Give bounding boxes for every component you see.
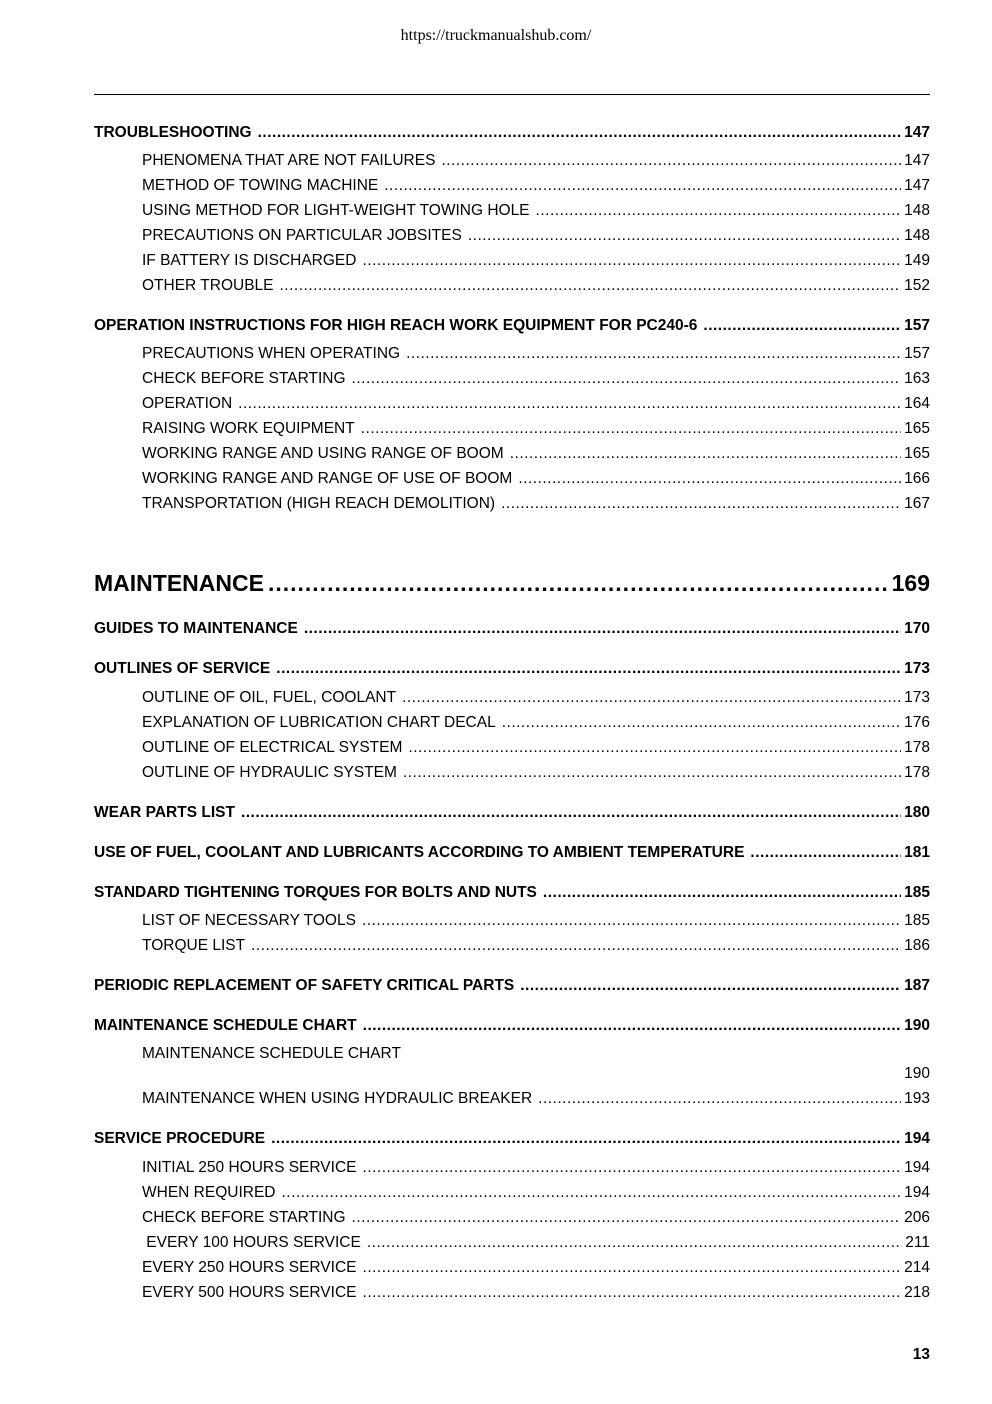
toc-entry-page: 181	[904, 844, 930, 861]
toc-entry-page: 193	[904, 1090, 930, 1107]
leader-dots	[276, 659, 901, 679]
toc-section-outlines[interactable]	[94, 659, 930, 679]
toc-subentry[interactable]	[142, 251, 930, 271]
toc-entry-page: 206	[904, 1209, 930, 1226]
leader-dots	[518, 469, 901, 489]
toc-entry-page: 173	[904, 689, 930, 706]
toc-entry-title: OUTLINE OF HYDRAULIC SYSTEM	[142, 764, 397, 781]
page-number: 13	[912, 1346, 930, 1363]
toc-entry-page: 163	[904, 370, 930, 387]
toc-section-safety-parts[interactable]	[94, 976, 930, 996]
toc-entry-page: 147	[904, 152, 930, 169]
toc-subentry[interactable]	[142, 419, 930, 439]
toc-entry-page: 167	[904, 495, 930, 512]
toc-entry-title: MAINTENANCE	[94, 570, 264, 596]
leader-dots	[268, 568, 889, 598]
toc-entry-title: EVERY 250 HOURS SERVICE	[142, 1259, 357, 1276]
leader-dots	[408, 738, 901, 758]
toc-entry-page: 186	[904, 937, 930, 954]
toc-entry-page: 185	[904, 884, 930, 901]
leader-dots	[543, 883, 901, 903]
toc-entry-title: TRANSPORTATION (HIGH REACH DEMOLITION)	[142, 495, 496, 512]
toc-subentry-page: 190	[904, 1065, 930, 1082]
toc-subentry[interactable]	[142, 176, 930, 196]
toc-entry-title: GUIDES TO MAINTENANCE	[94, 620, 298, 637]
leader-dots	[406, 344, 901, 364]
toc-entry-page: 218	[904, 1284, 930, 1301]
toc-entry-title: USE OF FUEL, COOLANT AND LUBRICANTS ACCORDING TO AMBIENT TEMPERATURE	[94, 844, 745, 861]
toc-subentry[interactable]	[142, 1258, 930, 1278]
leader-dots	[441, 151, 901, 171]
leader-dots	[362, 911, 901, 931]
toc-subentry[interactable]	[142, 444, 930, 464]
toc-entry-title: SERVICE PROCEDURE	[94, 1130, 266, 1147]
leader-dots	[352, 369, 902, 389]
leader-dots	[363, 1283, 902, 1303]
toc-entry-page: 176	[904, 714, 930, 731]
toc-subentry[interactable]	[142, 494, 930, 514]
toc-entry-title: USING METHOD FOR LIGHT-WEIGHT TOWING HOLE	[142, 202, 530, 219]
toc-entry-page: 147	[904, 124, 930, 141]
leader-dots	[502, 713, 901, 733]
toc-section-guides[interactable]	[94, 619, 930, 639]
toc-subentry[interactable]	[142, 151, 930, 171]
toc-entry-title: CHECK BEFORE STARTING	[142, 370, 346, 387]
toc-subentry[interactable]	[142, 713, 930, 733]
toc-entry-title: METHOD OF TOWING MACHINE	[142, 177, 379, 194]
leader-dots	[384, 176, 901, 196]
toc-entry-title: MAINTENANCE SCHEDULE CHART	[94, 1017, 357, 1034]
toc-subentry[interactable]	[142, 688, 930, 708]
toc-subentry[interactable]	[142, 369, 930, 389]
leader-dots	[536, 201, 902, 221]
toc-entry-page: 185	[904, 912, 930, 929]
toc-entry-title: OPERATION	[142, 395, 233, 412]
toc-entry-page: 164	[904, 395, 930, 412]
leader-dots	[361, 419, 901, 439]
leader-dots	[363, 1258, 902, 1278]
toc-section-schedule[interactable]	[94, 1016, 930, 1036]
leader-dots	[238, 394, 901, 414]
toc-entry-page: 148	[904, 202, 930, 219]
toc-subentry[interactable]	[142, 344, 930, 364]
toc-entry-page: 194	[904, 1130, 930, 1147]
toc-section-fuel-coolant[interactable]	[94, 843, 930, 863]
toc-entry-page: 194	[904, 1159, 930, 1176]
toc-entry-title: OUTLINE OF ELECTRICAL SYSTEM	[142, 739, 403, 756]
leader-dots	[362, 251, 901, 271]
toc-subentry[interactable]	[142, 911, 930, 931]
toc-entry-title: LIST OF NECESSARY TOOLS	[142, 912, 356, 929]
toc-subentry[interactable]	[142, 936, 930, 956]
toc-entry-title: RAISING WORK EQUIPMENT	[142, 420, 355, 437]
toc-section-torques[interactable]	[94, 883, 930, 903]
toc-entry-title: OPERATION INSTRUCTIONS FOR HIGH REACH WORK EQUIPMENT FOR PC240-6	[94, 317, 698, 334]
leader-dots	[352, 1208, 902, 1228]
toc-subentry[interactable]	[142, 763, 930, 783]
toc-entry-title: PRECAUTIONS ON PARTICULAR JOBSITES	[142, 227, 462, 244]
leader-dots	[281, 1183, 901, 1203]
toc-section-service[interactable]	[94, 1129, 930, 1149]
toc-chapter-maintenance[interactable]	[94, 568, 930, 598]
toc-entry-page: 178	[904, 739, 930, 756]
toc-subentry[interactable]	[142, 738, 930, 758]
toc-subentry[interactable]	[142, 1208, 930, 1228]
leader-dots	[403, 763, 901, 783]
toc-entry-page: 173	[904, 660, 930, 677]
toc-entry-page: 147	[904, 177, 930, 194]
toc-entry-title: STANDARD TIGHTENING TORQUES FOR BOLTS AND NUTS	[94, 884, 537, 901]
toc-entry-page: 187	[904, 977, 930, 994]
toc-entry-title: OUTLINES OF SERVICE	[94, 660, 271, 677]
toc-entry-page: 152	[904, 277, 930, 294]
toc-entry-title: PERIODIC REPLACEMENT OF SAFETY CRITICAL PARTS	[94, 977, 515, 994]
leader-dots	[251, 936, 901, 956]
leader-dots	[271, 1129, 901, 1149]
toc-entry-title: EVERY 500 HOURS SERVICE	[142, 1284, 357, 1301]
toc-entry-title: IF BATTERY IS DISCHARGED	[142, 252, 357, 269]
toc-subentry[interactable]	[142, 1183, 930, 1203]
leader-dots	[363, 1158, 902, 1178]
toc-subentry[interactable]	[142, 1158, 930, 1178]
toc-entry-page: 194	[904, 1184, 930, 1201]
toc-entry-page: 178	[904, 764, 930, 781]
toc-subentry[interactable]	[142, 1089, 930, 1109]
toc-entry-title: WORKING RANGE AND USING RANGE OF BOOM	[142, 445, 504, 462]
toc-entry-page: 211	[905, 1234, 930, 1251]
toc-subentry[interactable]	[142, 469, 930, 489]
toc-entry-page: 157	[904, 345, 930, 362]
toc-subentry[interactable]	[142, 1283, 930, 1303]
toc-entry-title: INITIAL 250 HOURS SERVICE	[142, 1159, 357, 1176]
toc-entry-title: WHEN REQUIRED	[142, 1184, 276, 1201]
toc-entry-page: 165	[904, 445, 930, 462]
leader-dots	[304, 619, 901, 639]
toc-entry-title: EXPLANATION OF LUBRICATION CHART DECAL	[142, 714, 496, 731]
toc-entry-title: EVERY 100 HOURS SERVICE	[142, 1234, 361, 1251]
toc-entry-title: CHECK BEFORE STARTING	[142, 1209, 346, 1226]
toc-section-troubleshooting[interactable]	[94, 123, 930, 143]
toc-entry-page: 149	[904, 252, 930, 269]
toc-entry-title: OUTLINE OF OIL, FUEL, COOLANT	[142, 689, 397, 706]
toc-entry-title: WEAR PARTS LIST	[94, 804, 235, 821]
leader-dots	[750, 843, 901, 863]
leader-dots	[501, 494, 901, 514]
toc-subentry[interactable]	[142, 276, 930, 296]
toc-entry-title: TROUBLESHOOTING	[94, 124, 252, 141]
toc-entry-title: PHENOMENA THAT ARE NOT FAILURES	[142, 152, 436, 169]
toc-entry-page: 180	[904, 804, 930, 821]
toc-subentry-title[interactable]: MAINTENANCE SCHEDULE CHART	[142, 1045, 401, 1062]
toc-subentry[interactable]	[142, 226, 930, 246]
toc-section-wear-parts[interactable]	[94, 803, 930, 823]
leader-dots	[510, 444, 901, 464]
toc-subentry[interactable]	[142, 201, 930, 221]
leader-dots	[280, 276, 902, 296]
toc-entry-title: MAINTENANCE WHEN USING HYDRAULIC BREAKER	[142, 1090, 533, 1107]
toc-entry-page: 214	[904, 1259, 930, 1276]
toc-entry-page: 165	[904, 420, 930, 437]
leader-dots	[367, 1233, 902, 1253]
toc-section-high-reach[interactable]	[94, 316, 930, 336]
toc-subentry[interactable]	[142, 394, 930, 414]
leader-dots	[363, 1016, 901, 1036]
toc-entry-title: TORQUE LIST	[142, 937, 246, 954]
leader-dots	[538, 1089, 901, 1109]
toc-entry-title: WORKING RANGE AND RANGE OF USE OF BOOM	[142, 470, 513, 487]
leader-dots	[241, 803, 901, 823]
toc-entry-page: 169	[891, 570, 930, 596]
toc-entry-page: 157	[904, 317, 930, 334]
leader-dots	[468, 226, 901, 246]
toc-entry-page: 148	[904, 227, 930, 244]
toc-entry-page: 190	[904, 1017, 930, 1034]
leader-dots	[258, 123, 902, 143]
toc-entry-page: 170	[904, 620, 930, 637]
toc-entry-title: PRECAUTIONS WHEN OPERATING	[142, 345, 401, 362]
leader-dots	[402, 688, 901, 708]
toc-entry-page: 166	[904, 470, 930, 487]
header-url: https://truckmanualshub.com/	[400, 27, 592, 44]
toc-entry-title: OTHER TROUBLE	[142, 277, 274, 294]
toc-subentry[interactable]	[142, 1233, 930, 1253]
leader-dots	[703, 316, 901, 336]
leader-dots	[520, 976, 901, 996]
